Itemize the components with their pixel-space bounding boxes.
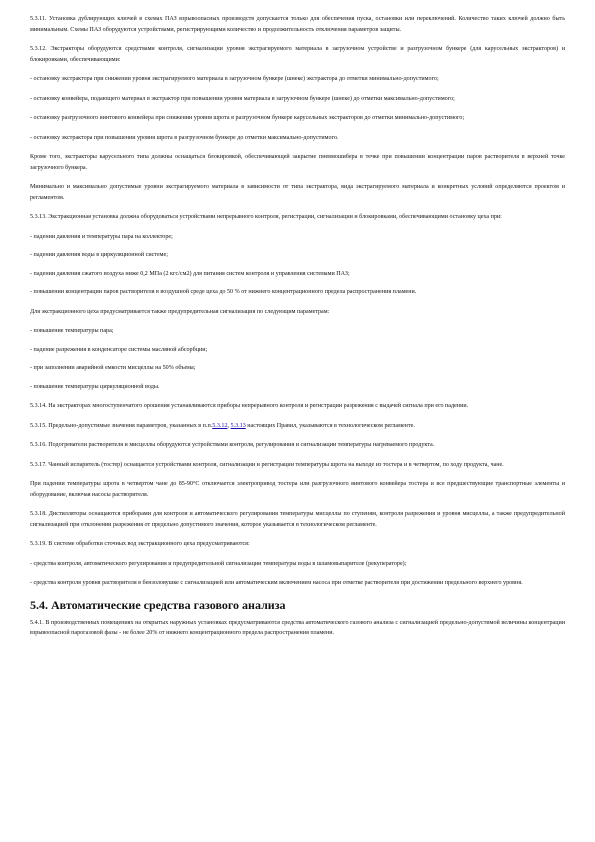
- paragraph: При падении температуры шрота в четвертом чане до 85-90°С отключается электропривод тостера или разгрузочного винтового конвейера тостера и все предшествующие транспортные элементы и оборудование, включая насосы растворителя.: [30, 481, 565, 498]
- separator: ,: [227, 422, 231, 429]
- paragraph: Кроме того, экстракторы карусельного типа должны оснащаться блокировкой, обеспечивающей закрытие пневмошибера в течке при повышении концентрации паров растворителя в верхней точке загрузочного бункера.: [30, 154, 565, 171]
- paragraph-5-4-1: 5.4.1. В производственных помещениях на открытых наружных установках предусматриваются средства автоматического газового анализа с сигнализацией предельно-допустимой величины концентрации взрывоопасной парогазовой фазы - не более 20% от нижнего концентрационного предела распространения пламени.: [30, 619, 565, 636]
- paragraph: Для экстракционного цеха предусматривается также предупредительная сигнализация по следующим параметрам:: [30, 308, 330, 315]
- list-item: - остановку экстрактора при повышении уровня шрота в разгрузочном бункере до отметки максимально-допустимого.: [30, 134, 339, 141]
- list-item: - средства контроля уровня растворителя в бензоловушке с сигнализацией или автоматическим включением насоса при отметке растворителя при достижении предельного верхнего уровня.: [30, 580, 523, 586]
- list-item: - повышении концентрации паров растворителя в воздушной среде цеха до 50 % от нижнего концентрационного предела распространения пламени.: [30, 289, 417, 295]
- list-item: - остановку экстрактора при снижении уровня экстрагируемого материала в загрузочном бункере (шнеке) экстрактора до отметки минимально-допустимого;: [30, 76, 439, 82]
- paragraph-5-3-19: 5.3.19. В системе обработки сточных вод экстракционного цеха предусматриваются:: [30, 541, 250, 547]
- list-item: - повышение температуры циркуляционной воды.: [30, 383, 160, 390]
- paragraph-5-3-15: [30, 421, 565, 432]
- link-5-3-13[interactable]: 5.3.13: [230, 422, 246, 429]
- paragraph-text: 5.3.15. Предельно-допустимые значения параметров, указанных в п.п.: [30, 422, 213, 429]
- paragraph-5-3-11: 5.3.11. Установка дублирующих ключей в схемах ПАЗ взрывоопасных производств допускается только для обеспечения пуска, остановки или переключений. Количество таких ключей должно быть минимальным. Схемы ПАЗ оборудуются устройствами, регистрирующими количество и продолжительность отключения параметров защиты.: [30, 16, 565, 33]
- section-heading-5-4: 5.4. Автоматические средства газового анализа: [30, 597, 286, 612]
- paragraph-5-3-17: 5.3.17. Чанный испаритель (тостер) оснащается устройствами контроля, сигнализации и регистрации температуры шрота на выходе из тостера и в четвертом, по ходу продукта, чане.: [30, 461, 504, 468]
- paragraph-5-3-12: 5.3.12. Экстракторы оборудуются средствами контроля, сигнализации уровня экстрагируемого материала в загрузочном устройстве и разгрузочном бункере (для карусельных экстракторов) и блокировками, обеспечивающими:: [30, 46, 565, 63]
- paragraph: Минимально и максимально допустимые уровни экстрагируемого материала в зависимости от типа экстрактора, вида экстрагируемого материала и конкретных условий определяются проектом и регламентом.: [30, 184, 565, 201]
- paragraph-5-3-18: 5.3.18. Дистилляторы оснащаются приборами для контроля и автоматического регулирования температуры мисцеллы по ступеням, контроля разрежения и уровня мисцеллы, а также предупредительной сигнализацией при отклонении разрежения от предельно допустимого значения, которое указывается в технологическом регламенте.: [30, 511, 565, 528]
- list-item: - падение разрежения в конденсаторе системы масляной абсорбции;: [30, 346, 208, 353]
- list-item: - повышение температуры пара;: [30, 328, 114, 334]
- paragraph-5-3-14: 5.3.14. На экстракторах многоступенчатого орошения устанавливаются приборы непрерывного контроля и регистрации разрежения с выдачей сигнала при его падении.: [30, 403, 469, 409]
- paragraph-text: настоящих Правил, указываются в технологическом регламенте.: [245, 422, 415, 429]
- list-item: - падении давления сжатого воздуха ниже 0,2 МПа (2 кгс/см2) для питания систем контроля и управления системами ПАЗ;: [30, 270, 350, 277]
- list-item: - падении давления воды в циркуляционной системе;: [30, 252, 168, 258]
- paragraph-5-3-13: 5.3.13. Экстракционная установка должна оборудоваться устройствами непрерывного контроля, регистрации, сигнализации и блокировками, обеспечивающими остановку цеха при:: [30, 214, 502, 220]
- list-item: - остановку конвейера, подающего материал в экстрактор при повышении уровня материала в загрузочном бункере (шнеке) до отметки максимально-допустимого;: [30, 95, 455, 102]
- list-item: - при заполнении аварийной емкости мисцеллы на 50% объема;: [30, 365, 196, 371]
- document-page: [30, 14, 565, 648]
- link-5-3-12[interactable]: 5.3.12: [212, 422, 228, 429]
- list-item: - падении давления и температуры пара на коллекторе;: [30, 233, 173, 240]
- list-item: - остановку разгрузочного винтового конвейера при снижении уровня шрота в разгрузочном бункере карусельных экстракторов до отметки минимально-допустимого;: [30, 115, 465, 121]
- paragraph-5-3-16: 5.3.16. Подогреватели растворителя и мисцеллы оборудуются устройствами контроля, регулирования и сигнализации температуры нагреваемого продукта.: [30, 442, 435, 448]
- list-item: - средства контроля, автоматического регулирования и предупредительной сигнализации температуры воды в шламовыпарителе (рекуператоре);: [30, 560, 407, 567]
